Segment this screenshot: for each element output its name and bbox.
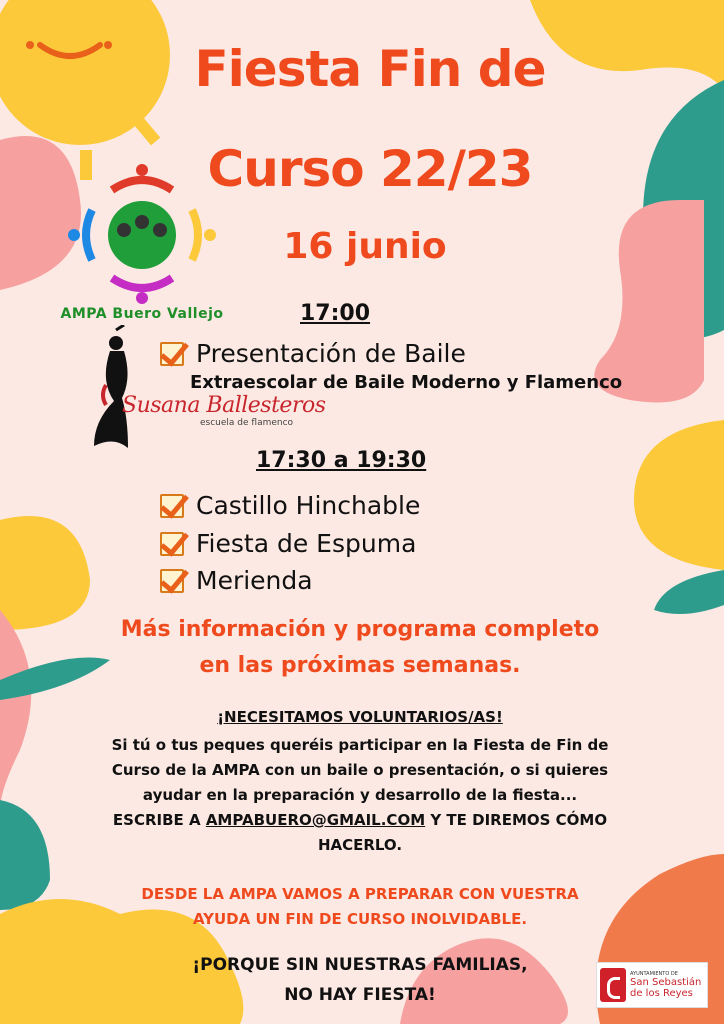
ampa-name: AMPA Buero Vallejo — [60, 306, 224, 322]
checkbox-icon — [160, 532, 184, 556]
list-item — [160, 491, 420, 520]
page-title-line2: Curso 22/23 — [207, 140, 533, 198]
checkbox-icon — [160, 494, 184, 518]
ampa-logo — [62, 160, 222, 305]
list-item-label: Fiesta de Espuma — [196, 529, 417, 558]
time-slot-2: 17:30 a 19:30 — [256, 448, 427, 473]
more-info-line2: en las próximas semanas. — [199, 653, 521, 678]
volunteers-heading: ¡NECESITAMOS VOLUNTARIOS/AS! — [217, 708, 503, 726]
volunteers-line: ESCRIBE A AMPABUERO@GMAIL.COM Y TE DIREMOS CÓMO — [112, 811, 608, 829]
flamenco-dancer-icon — [86, 325, 136, 450]
activity-subtitle: Extraescolar de Baile Moderno y Flamenco — [190, 372, 623, 393]
ayuntamiento-logo — [596, 962, 708, 1008]
closing-message — [60, 882, 660, 932]
volunteers-body — [50, 733, 670, 858]
city-emblem-icon — [600, 968, 626, 1002]
list-item-label: Merienda — [196, 566, 313, 595]
city-name-line1: San Sebastián — [630, 977, 702, 988]
city-name-line2: de los Reyes — [630, 988, 693, 999]
more-info-line1: Más información y programa completo — [120, 617, 600, 642]
checkbox-icon — [160, 342, 184, 366]
list-item-label: Castillo Hinchable — [196, 491, 421, 520]
list-item — [160, 566, 313, 595]
slogan — [120, 950, 600, 1010]
list-item — [160, 339, 466, 368]
closing-line2: AYUDA UN FIN DE CURSO INOLVIDABLE. — [192, 910, 528, 928]
volunteers-line: Si tú o tus peques queréis participar en la Fiesta de Fin de — [111, 736, 609, 754]
yellow-flower — [634, 420, 724, 570]
page-title-line1: Fiesta Fin de — [194, 40, 546, 98]
more-info — [60, 612, 660, 684]
pink-stem — [0, 610, 31, 810]
teal-leaf — [654, 570, 724, 614]
school-logo: Susana Ballesteros — [122, 393, 326, 418]
volunteers-line: Curso de la AMPA con un baile o presentación, o si quieres — [111, 761, 609, 779]
ayuntamiento-label: AYUNTAMIENTO DE — [630, 971, 678, 977]
email-link[interactable]: AMPABUERO@GMAIL.COM — [205, 811, 426, 829]
list-item-label: Presentación de Baile — [196, 339, 466, 368]
time-slot-1: 17:00 — [300, 301, 371, 326]
checkbox-icon — [160, 569, 184, 593]
closing-line1: DESDE LA AMPA VAMOS A PREPARAR CON VUESTRA — [141, 885, 579, 903]
slogan-line1: ¡PORQUE SIN NUESTRAS FAMILIAS, — [192, 955, 528, 975]
event-date: 16 junio — [283, 226, 447, 267]
slogan-line2: NO HAY FIESTA! — [284, 985, 436, 1005]
list-item — [160, 529, 416, 558]
volunteers-line: HACERLO. — [317, 836, 403, 854]
teal-leaf — [0, 800, 50, 910]
school-subtitle: escuela de flamenco — [200, 418, 294, 428]
volunteers-line: ayudar en la preparación y desarrollo de la fiesta... — [142, 786, 578, 804]
